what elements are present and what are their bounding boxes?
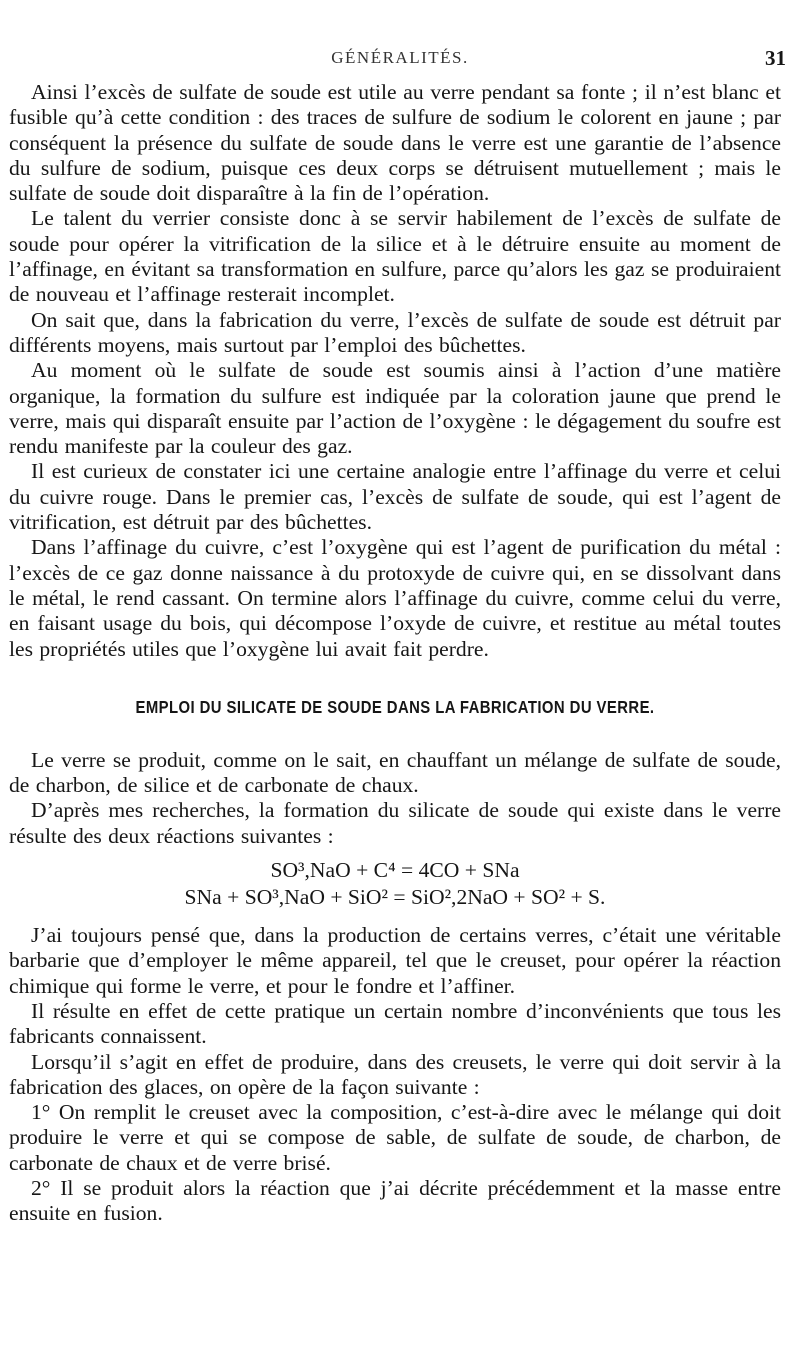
- paragraph: On sait que, dans la fabrication du verre, l’excès de sulfate de soude est détruit par différents moyens, mais surtout par l’emploi des bûchettes.: [9, 307, 781, 357]
- paragraph: Dans l’affinage du cuivre, c’est l’oxygène qui est l’agent de purification du métal : l’excès de ce gaz donne naissance à du protoxyde de cuivre qui, en se dissolvant dans le métal, le rend cassant. On termine alors l’affinage du cuivre, comme celui du verre, en faisant usage du bois, qui décompose l’oxyde de cuivre, et restitue au métal toutes les propriétés utiles que l’oxygène lui avait fait perdre.: [9, 535, 781, 661]
- equation-2: SNa + SO³,NaO + SiO² = SiO²,2NaO + SO² + S.: [184, 885, 606, 910]
- paragraph: Il est curieux de constater ici une certaine analogie entre l’affinage du verre et celui du cuivre rouge. Dans le premier cas, l’excès de sulfate de soude, qui est l’agent de vitrification, est détruit par des bûchettes.: [9, 459, 781, 535]
- paragraph: 2° Il se produit alors la réaction que j’ai décrite précédemment et la masse entre ensuite en fusion.: [9, 1175, 781, 1226]
- paragraph: D’après mes recherches, la formation du silicate de soude qui existe dans le verre résulte des deux réactions suivantes :: [9, 798, 781, 848]
- paragraph: Ainsi l’excès de sulfate de soude est utile au verre pendant sa fonte ; il n’est blanc et fusible qu’à cette condition : des traces de sulfure de sodium le colorent en jaune ; par conséquent la présence du sulfate de soude dans le verre est une garantie de l’absence du sulfure de sodium, puisque ces deux corps se détruisent mutuellement ; mais le sulfate de soude doit disparaître à la fin de l’opération.: [9, 80, 781, 206]
- page-number: 31: [765, 46, 786, 70]
- equation-1: SO³,NaO + C⁴ = 4CO + SNa: [270, 858, 520, 883]
- chemical-equations: [9, 857, 781, 911]
- paragraph: 1° On remplit le creuset avec la composition, c’est-à-dire avec le mélange qui doit produire le verre et qui se compose de sable, de sulfate de soude, de charbon, de carbonate de chaux et de verre brisé.: [9, 1100, 781, 1175]
- paragraph: Il résulte en effet de cette pratique un certain nombre d’inconvénients que tous les fabricants connaissent.: [9, 998, 781, 1049]
- section-heading: EMPLOI DU SILICATE DE SOUDE DANS LA FABRICATION DU VERRE.: [135, 696, 655, 717]
- running-title: GÉNÉRALITÉS.: [331, 48, 469, 67]
- paragraph: Lorsqu’il s’agit en effet de produire, dans des creusets, le verre qui doit servir à la fabrication des glaces, on opère de la façon suivante :: [9, 1049, 781, 1099]
- paragraph: Le verre se produit, comme on le sait, en chauffant un mélange de sulfate de soude, de charbon, de silice et de carbonate de chaux.: [9, 747, 781, 798]
- body-text: [9, 80, 781, 1227]
- paragraph: Le talent du verrier consiste donc à se servir habilement de l’excès de sulfate de soude pour opérer la vitrification de la silice et à le détruire ensuite au moment de l’affinage, en évitant sa transformation en sulfure, parce qu’alors les gaz se produiraient de nouveau et l’affinage resterait incomplet.: [9, 206, 781, 307]
- paragraph: Au moment où le sulfate de soude est soumis ainsi à l’action d’une matière organique, la formation du sulfure est indiquée par la coloration jaune que prend le verre, mais qui disparaît ensuite par l’action de l’oxygène : le dégagement du soufre est rendu manifeste par la couleur des gaz.: [9, 358, 781, 459]
- running-header: [0, 44, 800, 74]
- paragraph: J’ai toujours pensé que, dans la production de certains verres, c’était une véritable barbarie que d’employer le même appareil, tel que le creuset, pour opérer la réaction chimique qui forme le verre, et pour le fondre et l’affiner.: [9, 923, 781, 998]
